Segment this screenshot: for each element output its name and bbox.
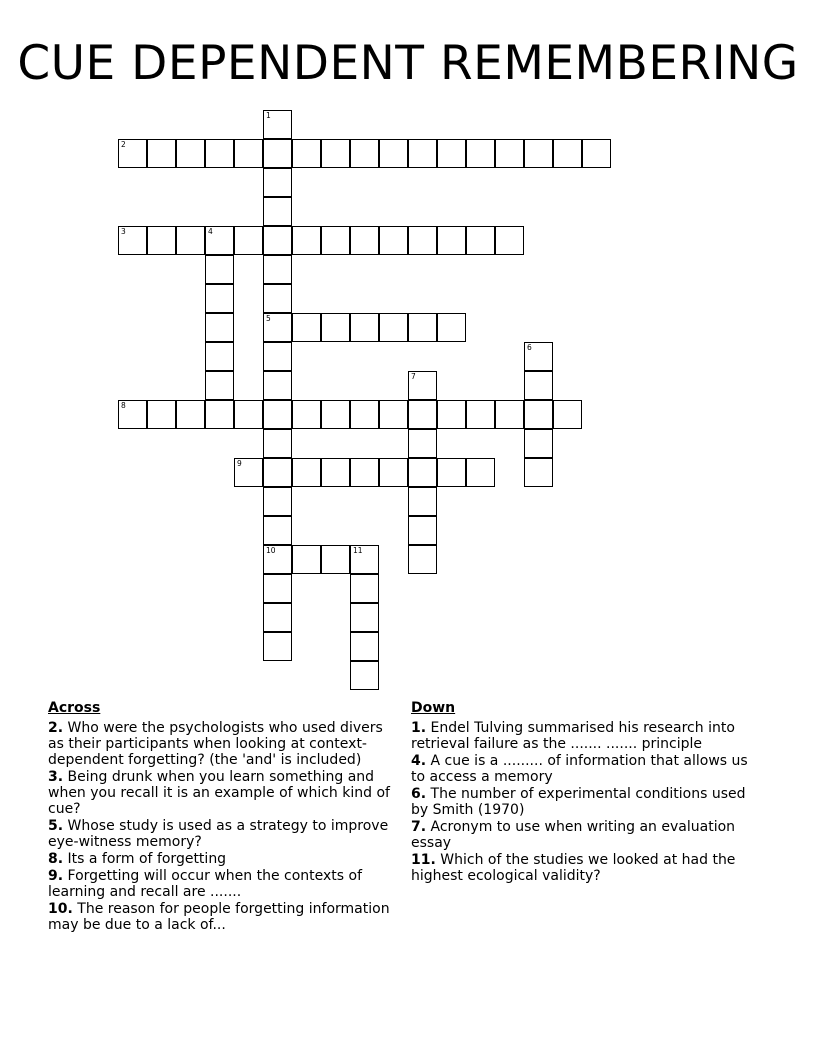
clue-number: 9. (48, 868, 64, 884)
grid-cell[interactable] (350, 313, 379, 342)
grid-cell[interactable] (292, 545, 321, 574)
grid-cell[interactable] (408, 226, 437, 255)
grid-cell[interactable] (205, 342, 234, 371)
grid-cell[interactable] (437, 458, 466, 487)
grid-cell[interactable] (466, 226, 495, 255)
across-clue-2 (48, 720, 393, 768)
grid-cell[interactable] (350, 226, 379, 255)
grid-cell[interactable] (466, 400, 495, 429)
grid-cell[interactable] (350, 574, 379, 603)
grid-cell[interactable] (495, 139, 524, 168)
grid-cell[interactable] (553, 400, 582, 429)
grid-cell[interactable] (350, 632, 379, 661)
grid-cell[interactable] (292, 139, 321, 168)
clue-number: 1. (411, 720, 427, 736)
grid-cell[interactable] (379, 139, 408, 168)
grid-cell[interactable] (234, 139, 263, 168)
grid-cell[interactable] (524, 371, 553, 400)
grid-cell[interactable] (176, 139, 205, 168)
cell-number: 6 (527, 343, 532, 352)
cell-number: 8 (121, 401, 126, 410)
grid-cell[interactable] (263, 603, 292, 632)
grid-cell[interactable] (437, 400, 466, 429)
grid-cell[interactable] (524, 458, 553, 487)
across-clue-5 (48, 818, 393, 850)
grid-cell[interactable] (263, 255, 292, 284)
grid-cell[interactable] (292, 226, 321, 255)
cell-number: 1 (266, 111, 271, 120)
grid-cell[interactable] (321, 400, 350, 429)
down-clue-4 (411, 753, 761, 785)
grid-cell[interactable] (408, 487, 437, 516)
grid-cell[interactable] (350, 458, 379, 487)
grid-cell[interactable] (408, 516, 437, 545)
cell-number: 9 (237, 459, 242, 468)
clue-number: 11. (411, 852, 436, 868)
grid-cell[interactable] (263, 487, 292, 516)
grid-cell[interactable] (379, 400, 408, 429)
grid-cell[interactable] (350, 139, 379, 168)
clue-number: 4. (411, 753, 427, 769)
grid-cell[interactable] (205, 226, 234, 255)
down-clue-1 (411, 720, 761, 752)
grid-cell[interactable] (234, 226, 263, 255)
grid-cell[interactable] (553, 139, 582, 168)
grid-cell[interactable] (263, 226, 292, 255)
grid-cell[interactable] (408, 400, 437, 429)
grid-cell[interactable] (263, 458, 292, 487)
grid-cell[interactable] (292, 400, 321, 429)
grid-cell[interactable] (205, 284, 234, 313)
grid-cell[interactable] (321, 226, 350, 255)
clue-text: Whose study is used as a strategy to improve eye-witness memory? (48, 818, 389, 850)
clue-number: 10. (48, 901, 73, 917)
down-clue-7 (411, 819, 761, 851)
grid-cell[interactable] (263, 545, 292, 574)
grid-cell[interactable] (582, 139, 611, 168)
grid-cell[interactable] (408, 371, 437, 400)
grid-cell[interactable] (263, 429, 292, 458)
clue-number: 3. (48, 769, 64, 785)
grid-cell[interactable] (205, 139, 234, 168)
cell-number: 4 (208, 227, 213, 236)
clue-text: The number of experimental conditions used by Smith (1970) (411, 786, 746, 818)
grid-cell[interactable] (408, 458, 437, 487)
across-clue-3 (48, 769, 393, 817)
grid-cell[interactable] (408, 313, 437, 342)
grid-cell[interactable] (524, 400, 553, 429)
cell-number: 5 (266, 314, 271, 323)
grid-cell[interactable] (466, 139, 495, 168)
down-heading: Down (411, 700, 456, 716)
grid-cell[interactable] (263, 342, 292, 371)
grid-cell[interactable] (118, 226, 147, 255)
grid-cell[interactable] (292, 458, 321, 487)
grid-cell[interactable] (379, 226, 408, 255)
grid-cell[interactable] (118, 139, 147, 168)
cell-number: 7 (411, 372, 416, 381)
cell-number: 3 (121, 227, 126, 236)
grid-cell[interactable] (524, 342, 553, 371)
grid-cell[interactable] (350, 545, 379, 574)
grid-cell[interactable] (234, 458, 263, 487)
grid-cell[interactable] (379, 313, 408, 342)
across-clue-10 (48, 901, 393, 933)
clue-number: 2. (48, 720, 64, 736)
grid-cell[interactable] (350, 400, 379, 429)
grid-cell[interactable] (234, 400, 263, 429)
grid-cell[interactable] (292, 313, 321, 342)
grid-cell[interactable] (263, 632, 292, 661)
clue-text: Forgetting will occur when the contexts of learning and recall are ....... (48, 868, 363, 900)
grid-cell[interactable] (408, 139, 437, 168)
grid-cell[interactable] (147, 139, 176, 168)
clue-text: Being drunk when you learn something and when you recall it is an example of which kind of cue? (48, 769, 390, 817)
down-clue-11 (411, 852, 761, 884)
grid-cell[interactable] (176, 400, 205, 429)
grid-cell[interactable] (466, 458, 495, 487)
grid-cell[interactable] (263, 371, 292, 400)
cell-number: 10 (266, 546, 276, 555)
clue-text: Which of the studies we looked at had the highest ecological validity? (411, 852, 736, 884)
grid-cell[interactable] (350, 603, 379, 632)
grid-cell[interactable] (350, 661, 379, 690)
across-clues (48, 700, 393, 934)
grid-cell[interactable] (495, 400, 524, 429)
clue-text: Endel Tulving summarised his research into retrieval failure as the ....... ....... principle (411, 720, 735, 752)
grid-cell[interactable] (176, 226, 205, 255)
grid-cell[interactable] (205, 371, 234, 400)
grid-cell[interactable] (263, 574, 292, 603)
grid-cell[interactable] (495, 226, 524, 255)
grid-cell[interactable] (263, 139, 292, 168)
grid-cell[interactable] (321, 545, 350, 574)
down-clue-list (411, 720, 761, 884)
grid-cell[interactable] (263, 110, 292, 139)
clue-text: A cue is a ......... of information that allows us to access a memory (411, 753, 748, 785)
grid-cell[interactable] (205, 255, 234, 284)
grid-cell[interactable] (379, 458, 408, 487)
cell-number: 11 (353, 546, 363, 555)
clue-number: 7. (411, 819, 427, 835)
clue-number: 8. (48, 851, 64, 867)
grid-cell[interactable] (408, 429, 437, 458)
grid-cell[interactable] (321, 458, 350, 487)
clue-text: Acronym to use when writing an evaluation essay (411, 819, 736, 851)
clue-text: Who were the psychologists who used divers as their participants when looking at context-dependent forgetting? (the 'and' is included) (48, 720, 383, 768)
grid-cell[interactable] (437, 139, 466, 168)
grid-cell[interactable] (524, 139, 553, 168)
grid-cell[interactable] (205, 313, 234, 342)
down-clues (411, 700, 761, 885)
grid-cell[interactable] (263, 313, 292, 342)
clue-number: 5. (48, 818, 64, 834)
grid-cell[interactable] (118, 400, 147, 429)
across-clue-list (48, 720, 393, 933)
down-clue-6 (411, 786, 761, 818)
across-clue-8 (48, 851, 393, 867)
grid-cell[interactable] (263, 168, 292, 197)
grid-cell[interactable] (147, 226, 176, 255)
clue-text: The reason for people forgetting information may be due to a lack of... (48, 901, 390, 933)
cell-number: 2 (121, 140, 126, 149)
grid-cell[interactable] (263, 284, 292, 313)
grid-cell[interactable] (524, 429, 553, 458)
grid-cell[interactable] (263, 400, 292, 429)
across-clue-9 (48, 868, 393, 900)
puzzle-title: CUE DEPENDENT REMEMBERING (17, 36, 799, 91)
grid-cell[interactable] (263, 197, 292, 226)
grid-cell[interactable] (321, 139, 350, 168)
grid-cell[interactable] (205, 400, 234, 429)
grid-cell[interactable] (147, 400, 176, 429)
grid-cell[interactable] (437, 226, 466, 255)
grid-cell[interactable] (437, 313, 466, 342)
grid-cell[interactable] (321, 313, 350, 342)
across-heading: Across (48, 700, 101, 716)
clue-text: Its a form of forgetting (63, 851, 227, 867)
grid-cell[interactable] (263, 516, 292, 545)
grid-cell[interactable] (408, 545, 437, 574)
clue-number: 6. (411, 786, 427, 802)
